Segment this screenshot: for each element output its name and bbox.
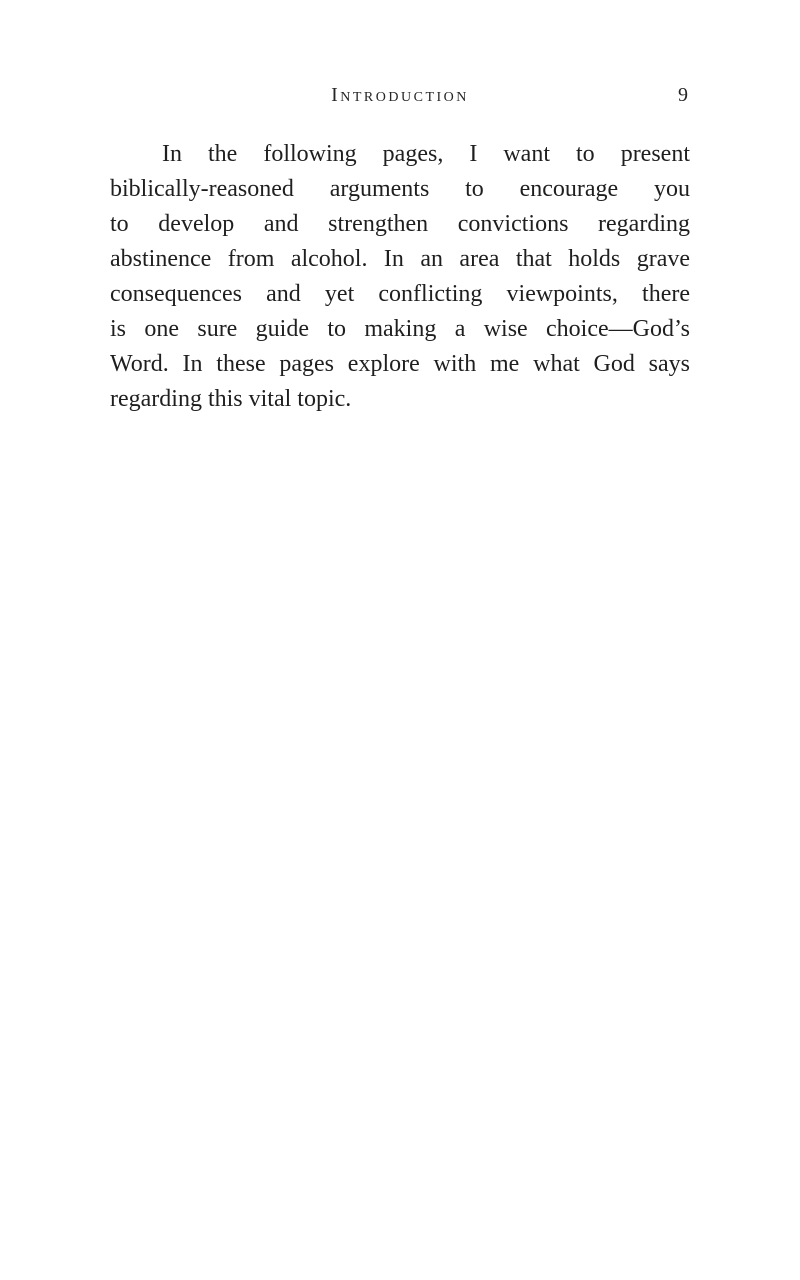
text-line: abstinence from alcohol. In an area that holds grave [110,246,690,272]
text-line: consequences and yet conflicting viewpoints, there [110,281,690,307]
text-line: regarding this vital topic. [110,386,352,412]
running-header [110,84,690,110]
text-line: In the following pages, I want to present [162,141,690,167]
page-number: 9 [678,84,688,106]
chapter-title: Introduction [331,84,469,106]
text-line: is one sure guide to making a wise choice—God’s [110,316,690,342]
body-paragraph [110,137,690,417]
text-line: biblically-reasoned arguments to encourage you [110,176,690,202]
text-line: Word. In these pages explore with me what God says [110,351,690,377]
text-line: to develop and strengthen convictions regarding [110,211,690,237]
